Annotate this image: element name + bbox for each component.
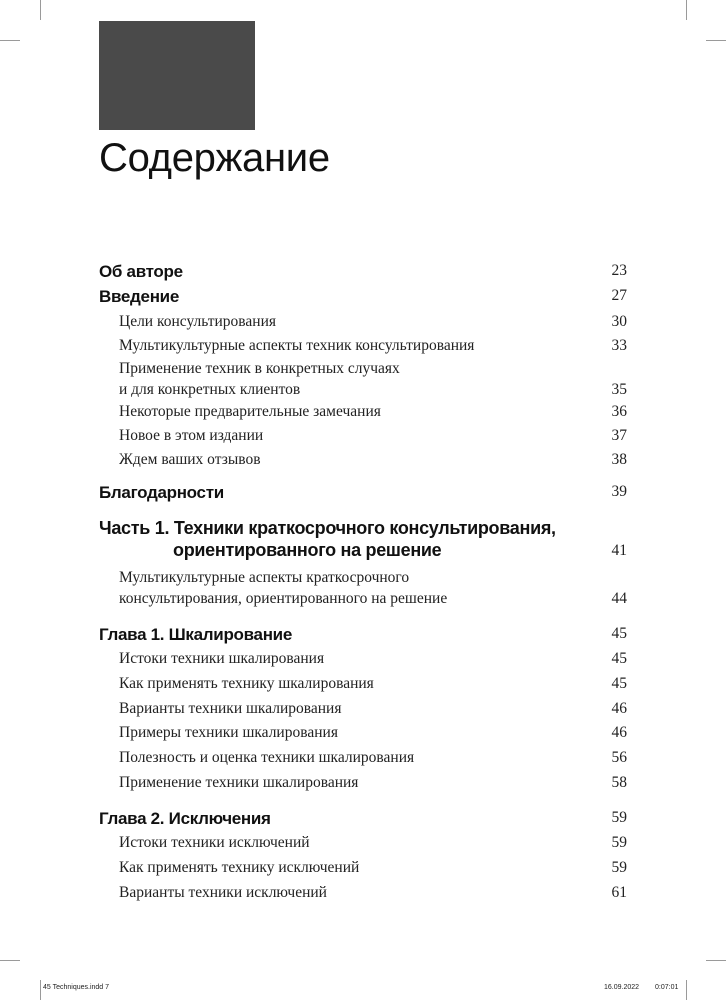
toc-entry-page: 30 bbox=[611, 313, 627, 330]
toc-entry-page: 56 bbox=[611, 749, 627, 766]
toc-entry-page: 59 bbox=[611, 859, 627, 876]
toc-entry-title-line1: Мультикультурные аспекты краткосрочного bbox=[119, 569, 410, 586]
toc-entry-page: 23 bbox=[611, 262, 627, 279]
toc-entry-page: 59 bbox=[611, 834, 627, 851]
footer-date: 16.09.2022 bbox=[604, 984, 640, 991]
toc-entry-page: 44 bbox=[611, 590, 627, 607]
toc-entry-page: 45 bbox=[611, 650, 627, 667]
toc-entry-page: 58 bbox=[611, 774, 627, 791]
page-title: Содержание bbox=[99, 136, 330, 180]
toc-entry-page: 33 bbox=[611, 337, 627, 354]
toc-entry-page: 38 bbox=[611, 451, 627, 468]
toc-entry-title: Полезность и оценка техники шкалирования bbox=[119, 749, 415, 766]
toc-entry-title-line2: консультирования, ориентированного на решение bbox=[119, 590, 448, 607]
toc-entry-page: 37 bbox=[611, 427, 627, 444]
toc-entry-page: 45 bbox=[611, 675, 627, 692]
toc-entry-title: Благодарности bbox=[99, 483, 224, 502]
toc-entry-title-line1: Применение техник в конкретных случаях bbox=[119, 360, 400, 377]
toc-entry-page: 46 bbox=[611, 700, 627, 717]
toc-entry-title-line2: ориентированного на решение bbox=[173, 540, 442, 560]
toc-entry-page: 59 bbox=[611, 809, 627, 826]
toc-entry-page: 36 bbox=[611, 403, 627, 420]
toc-entry-page: 45 bbox=[611, 625, 627, 642]
toc-entry-page: 35 bbox=[611, 381, 627, 398]
toc-entry-title: Некоторые предварительные замечания bbox=[119, 403, 381, 420]
toc-entry-page: 27 bbox=[611, 287, 627, 304]
toc-entry-title: Мультикультурные аспекты техник консультирования bbox=[119, 337, 475, 354]
toc-entry-title: Истоки техники шкалирования bbox=[119, 650, 325, 667]
toc-entry-title: Варианты техники шкалирования bbox=[119, 700, 342, 717]
toc-entry-title: Об авторе bbox=[99, 262, 183, 281]
toc-entry-title: Цели консультирования bbox=[119, 313, 277, 330]
footer-time: 0:07:01 bbox=[655, 984, 679, 991]
toc-entry-page: 41 bbox=[611, 542, 627, 559]
toc-entry-page: 46 bbox=[611, 724, 627, 741]
toc-entry-title: Истоки техники исключений bbox=[119, 834, 310, 851]
footer-filename: 45 Techniques.indd 7 bbox=[43, 984, 110, 991]
toc-entry-title: Примеры техники шкалирования bbox=[119, 724, 338, 741]
toc-entry-page: 39 bbox=[611, 483, 627, 500]
toc-entry-title: Новое в этом издании bbox=[119, 427, 264, 444]
toc-entry-title: Глава 2. Исключения bbox=[99, 809, 271, 828]
toc-entry-title: Глава 1. Шкалирование bbox=[99, 625, 292, 644]
toc-entry-title: Ждем ваших отзывов bbox=[119, 451, 261, 468]
toc-entry-title: Как применять технику исключений bbox=[119, 859, 360, 876]
toc-entry-title: Введение bbox=[99, 287, 179, 306]
toc-entry-title: Применение техники шкалирования bbox=[119, 774, 359, 791]
toc-entry-page: 61 bbox=[611, 884, 627, 901]
toc-entry-title-line1: Часть 1. Техники краткосрочного консультирования, bbox=[99, 518, 556, 538]
toc-entry-title: Как применять технику шкалирования bbox=[119, 675, 374, 692]
toc-entry-title-line2: и для конкретных клиентов bbox=[119, 381, 301, 398]
toc-entry-title: Варианты техники исключений bbox=[119, 884, 327, 901]
